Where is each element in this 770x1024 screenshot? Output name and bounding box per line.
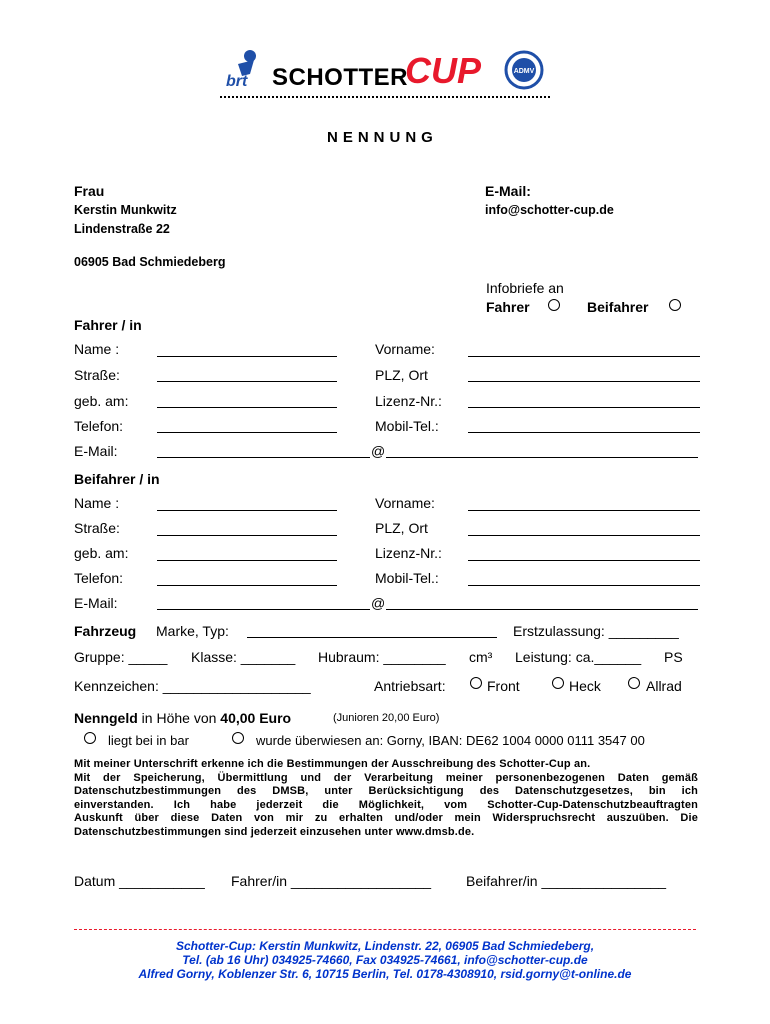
- signature-beifahrer[interactable]: Beifahrer/in ________________: [466, 873, 667, 889]
- beifahrer-email-at: @: [371, 595, 386, 611]
- legal-line: Datenschutzbestimmungen sind jederzeit einzusehen unter www.dmsb.de.: [74, 825, 475, 838]
- nenngeld-ueberwiesen-label: wurde überwiesen an: Gorny, IBAN: DE62 1004 0000 0111 3547 00: [256, 733, 645, 748]
- beifahrer-name-field[interactable]: [157, 510, 337, 511]
- beifahrer-strasse-field[interactable]: [157, 535, 337, 536]
- infobriefe-fahrer-label: Fahrer: [486, 299, 530, 315]
- fahrer-email-label: E-Mail:: [74, 443, 118, 459]
- beifahrer-heading: Beifahrer / in: [74, 471, 160, 487]
- fahrer-lizenz-label: Lizenz-Nr.:: [375, 393, 442, 409]
- signature-fahrer[interactable]: Fahrer/in __________________: [231, 873, 432, 889]
- beifahrer-plz-field[interactable]: [468, 535, 700, 536]
- fahrer-lizenz-field[interactable]: [468, 407, 700, 408]
- fahrer-email-field-right[interactable]: [386, 457, 698, 458]
- recipient-name: Kerstin Munkwitz: [74, 203, 177, 217]
- fahrzeug-erstzulassung[interactable]: Erstzulassung: _________: [513, 623, 679, 639]
- beifahrer-plz-label: PLZ, Ort: [375, 520, 428, 536]
- beifahrer-geb-field[interactable]: [157, 560, 337, 561]
- fahrer-heading: Fahrer / in: [74, 317, 142, 333]
- logo-header: [220, 46, 550, 102]
- fahrzeug-marke-field[interactable]: [247, 637, 497, 638]
- recipient-street: Lindenstraße 22: [74, 222, 170, 236]
- fahrer-strasse-label: Straße:: [74, 367, 120, 383]
- signature-datum[interactable]: Datum ___________: [74, 873, 205, 889]
- fahrzeug-kennzeichen[interactable]: Kennzeichen: ___________________: [74, 678, 311, 694]
- antrieb-heck-label: Heck: [569, 678, 601, 694]
- fahrer-telefon-label: Telefon:: [74, 418, 124, 434]
- fahrzeug-marke-label: Marke, Typ:: [156, 623, 229, 639]
- fahrzeug-antrieb-label: Antriebsart:: [374, 678, 446, 694]
- admv-badge-icon: [504, 50, 544, 90]
- fahrer-email-at: @: [371, 443, 386, 459]
- footer-line-2: Tel. (ab 16 Uhr) 034925-74660, Fax 034925-74661, info@schotter-cup.de: [182, 953, 588, 967]
- email-value: info@schotter-cup.de: [485, 203, 614, 217]
- beifahrer-lizenz-field[interactable]: [468, 560, 700, 561]
- fahrzeug-hubraum[interactable]: Hubraum: ________: [318, 649, 446, 665]
- footer-divider: [74, 929, 696, 930]
- legal-line: Mit meiner Unterschrift erkenne ich die Bestimmungen der Ausschreibung des Schotter-Cup an.: [74, 758, 591, 770]
- fahrzeug-heading: Fahrzeug: [74, 623, 137, 639]
- nenngeld-bar-label: liegt bei in bar: [108, 733, 189, 748]
- recipient-city: 06905 Bad Schmiedeberg: [74, 255, 226, 269]
- footer-line-1: Schotter-Cup: Kerstin Munkwitz, Lindenstr. 22, 06905 Bad Schmiedeberg,: [175, 939, 595, 953]
- fahrzeug-klasse[interactable]: Klasse: _______: [191, 649, 296, 665]
- nenngeld-junior: (Junioren 20,00 Euro): [333, 712, 440, 724]
- infobriefe-beifahrer-radio[interactable]: [669, 299, 681, 311]
- legal-line: Auskunft über diese Daten von mir zu erhalten und/oder mein Widerspruchsrecht auszuüben. Die: [74, 812, 698, 825]
- nenngeld-line: [74, 710, 291, 726]
- antrieb-heck-radio[interactable]: [552, 677, 564, 689]
- beifahrer-name-label: Name :: [74, 495, 120, 511]
- fahrer-email-field-left[interactable]: [157, 457, 370, 458]
- antrieb-front-label: Front: [487, 678, 520, 694]
- fahrzeug-gruppe[interactable]: Gruppe: _____: [74, 649, 168, 665]
- beifahrer-telefon-field[interactable]: [157, 585, 337, 586]
- fahrzeug-ps: PS: [664, 649, 683, 665]
- nenngeld-text: in Höhe von: [141, 710, 217, 726]
- beifahrer-telefon-label: Telefon:: [74, 570, 124, 586]
- fahrer-geb-label: geb. am:: [74, 393, 129, 409]
- legal-text: [74, 758, 698, 840]
- legal-line: Mit der Speicherung, Übermittlung und der Verarbeitung meiner personenbezogenen Daten gemäß: [74, 771, 698, 784]
- infobriefe-label: Infobriefe an: [486, 280, 564, 296]
- beifahrer-email-label: E-Mail:: [74, 595, 118, 611]
- antrieb-allrad-label: Allrad: [646, 678, 682, 694]
- fahrer-vorname-label: Vorname:: [375, 341, 435, 357]
- fahrer-telefon-field[interactable]: [157, 432, 337, 433]
- infobriefe-beifahrer-label: Beifahrer: [587, 299, 649, 315]
- fahrer-vorname-field[interactable]: [468, 356, 700, 357]
- fahrzeug-cm3: cm³: [469, 649, 493, 665]
- beifahrer-email-field-right[interactable]: [386, 609, 698, 610]
- nenngeld-amount: 40,00 Euro: [220, 710, 292, 726]
- brand-right: CUP: [405, 50, 482, 91]
- legal-line: einverstanden. Ich habe jederzeit die Möglichkeit, vom Schotter-Cup-Datenschutzbeauftragten: [74, 798, 698, 811]
- antrieb-front-radio[interactable]: [470, 677, 482, 689]
- antrieb-allrad-radio[interactable]: [628, 677, 640, 689]
- beifahrer-strasse-label: Straße:: [74, 520, 120, 536]
- brt-text: brt: [226, 73, 248, 90]
- fahrer-geb-field[interactable]: [157, 407, 337, 408]
- page-title: NENNUNG: [327, 129, 438, 146]
- infobriefe-fahrer-radio[interactable]: [548, 299, 560, 311]
- fahrer-name-label: Name :: [74, 341, 120, 357]
- beifahrer-vorname-label: Vorname:: [375, 495, 435, 511]
- fahrer-strasse-field[interactable]: [157, 381, 337, 382]
- beifahrer-mobil-field[interactable]: [468, 585, 700, 586]
- fahrer-plz-label: PLZ, Ort: [375, 367, 428, 383]
- brt-logo-icon: [220, 46, 270, 96]
- email-label: E-Mail:: [485, 183, 531, 199]
- logo-underline: [220, 96, 550, 98]
- fahrer-mobil-field[interactable]: [468, 432, 700, 433]
- recipient-salutation: Frau: [74, 183, 105, 199]
- nenngeld-ueberwiesen-radio[interactable]: [232, 732, 244, 744]
- fahrer-name-field[interactable]: [157, 356, 337, 357]
- fahrer-plz-field[interactable]: [468, 381, 700, 382]
- nenngeld-label: Nenngeld: [74, 710, 138, 726]
- beifahrer-lizenz-label: Lizenz-Nr.:: [375, 545, 442, 561]
- beifahrer-vorname-field[interactable]: [468, 510, 700, 511]
- nenngeld-bar-radio[interactable]: [84, 732, 96, 744]
- admv-text: ADMV: [513, 68, 535, 75]
- beifahrer-mobil-label: Mobil-Tel.:: [375, 570, 439, 586]
- fahrer-mobil-label: Mobil-Tel.:: [375, 418, 439, 434]
- legal-line: Datenschutzbestimmungen des DMSB, unter Berücksichtigung des Datenschutzgesetzes, bin ich: [74, 785, 698, 798]
- beifahrer-geb-label: geb. am:: [74, 545, 129, 561]
- brand-left: SCHOTTER: [272, 64, 408, 91]
- fahrzeug-leistung[interactable]: Leistung: ca.______: [515, 649, 642, 665]
- footer-line-3: Alfred Gorny, Koblenzer Str. 6, 10715 Berlin, Tel. 0178-4308910, rsid.gorny@t-online.de: [138, 967, 632, 981]
- beifahrer-email-field-left[interactable]: [157, 609, 370, 610]
